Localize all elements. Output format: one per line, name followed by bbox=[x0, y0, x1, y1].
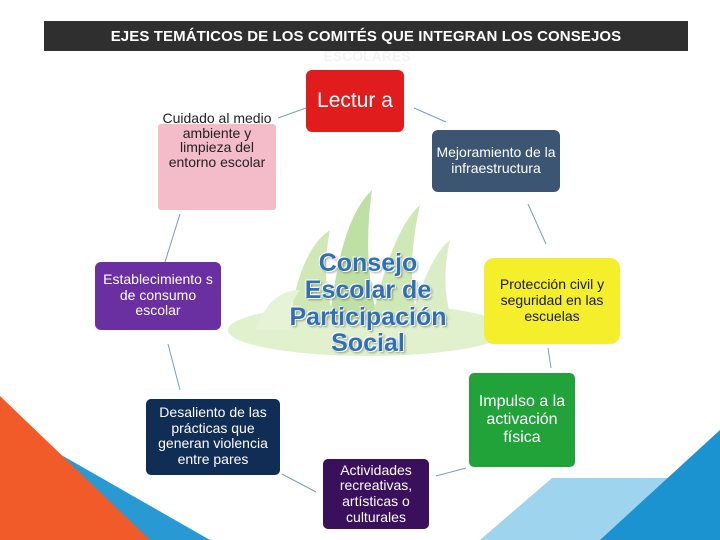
center-label-line-4: Social bbox=[331, 329, 405, 358]
connector-desaliento-actividades bbox=[282, 474, 316, 492]
connector-lectura-mejoramiento bbox=[414, 108, 446, 122]
center-label-line-3: Participación bbox=[289, 302, 447, 331]
node-mejoramiento-label: Mejoramiento de la infraestructura bbox=[436, 144, 556, 176]
connector-proteccion-impulso bbox=[548, 348, 551, 368]
center-label bbox=[268, 250, 468, 357]
connector-cuidado-establecimiento bbox=[165, 214, 180, 262]
node-mejoramiento-infraestructura bbox=[432, 130, 560, 192]
connector-mejoramiento-proteccion bbox=[528, 204, 546, 244]
node-impulso-activacion-fisica bbox=[468, 372, 576, 468]
node-establecimiento-label: Establecimiento s de consumo escolar bbox=[103, 271, 213, 319]
connector-cuidado-lectura bbox=[278, 108, 306, 118]
page-title: EJES TEMÁTICOS DE LOS COMITÉS QUE INTEGRAN LOS CONSEJOS bbox=[110, 27, 622, 45]
node-cuidado-medio-ambiente bbox=[158, 110, 276, 210]
center-label-line-1: Consejo bbox=[318, 249, 418, 277]
page-subtitle: ESCOLARES bbox=[323, 48, 411, 64]
center-label-line-2: Escolar de bbox=[304, 275, 432, 304]
node-actividades-culturales bbox=[322, 458, 430, 530]
node-lectura bbox=[306, 70, 404, 132]
node-proteccion-civil bbox=[484, 258, 620, 344]
connector-establecimiento-desaliento bbox=[168, 344, 180, 390]
node-desaliento-label: Desaliento de las prácticas que generan violencia entre pares bbox=[158, 404, 268, 468]
node-establecimientos-consumo bbox=[95, 262, 221, 330]
node-cuidado-label: Cuidado al medio ambiente y limpieza del entorno escolar bbox=[162, 110, 272, 171]
node-proteccion-label: Protección civil y seguridad en las escuelas bbox=[499, 276, 605, 324]
node-desaliento-violencia bbox=[145, 398, 281, 476]
node-actividades-label: Actividades recreativas, artísticas o culturales bbox=[339, 461, 413, 525]
connector-actividades-impulso bbox=[436, 468, 466, 476]
node-impulso-label: Impulso a la activación física bbox=[478, 393, 566, 446]
title-bar bbox=[44, 21, 688, 51]
node-lectura-label: Lectur a bbox=[317, 88, 393, 112]
